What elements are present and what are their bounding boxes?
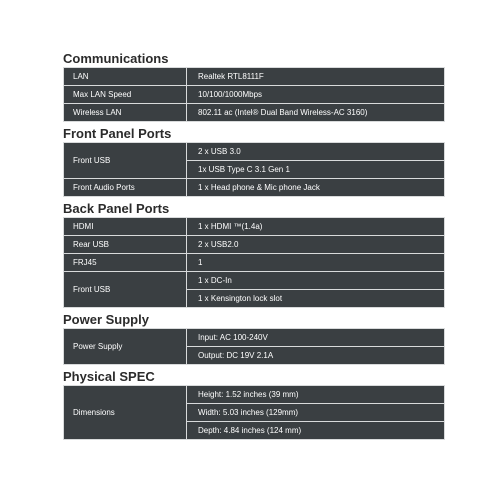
row-label: Rear USB (64, 236, 187, 254)
section-back-panel-ports (63, 201, 445, 308)
spec-table (63, 328, 445, 365)
section-title: Front Panel Ports (63, 126, 172, 141)
row-value: 2 x USB2.0 (187, 236, 445, 254)
section-title: Power Supply (63, 312, 149, 327)
table-row (64, 218, 445, 236)
row-label: Wireless LAN (64, 104, 187, 122)
table-row (64, 104, 445, 122)
row-value: Realtek RTL8111F (187, 68, 445, 86)
section-title: Back Panel Ports (63, 201, 170, 216)
table-row (64, 236, 445, 254)
table-row (64, 179, 445, 197)
table-row (64, 272, 445, 290)
spec-table (63, 385, 445, 440)
row-value: Input: AC 100-240V (187, 329, 445, 347)
row-value: Depth: 4.84 inches (124 mm) (187, 422, 445, 440)
row-value: Width: 5.03 inches (129mm) (187, 404, 445, 422)
table-row (64, 254, 445, 272)
row-value: 1 x Kensington lock slot (187, 290, 445, 308)
row-label: Max LAN Speed (64, 86, 187, 104)
row-value: 802.11 ac (Intel® Dual Band Wireless-AC 3160) (187, 104, 445, 122)
row-label: Front USB (64, 272, 187, 308)
section-communications (63, 51, 445, 122)
row-label: Dimensions (64, 386, 187, 440)
row-label: LAN (64, 68, 187, 86)
table-row (64, 86, 445, 104)
row-value: 1 (187, 254, 445, 272)
table-row (64, 143, 445, 161)
section-power-supply (63, 312, 445, 365)
row-value: 10/100/1000Mbps (187, 86, 445, 104)
section-title: Physical SPEC (63, 369, 155, 384)
row-label: Power Supply (64, 329, 187, 365)
section-physical-spec (63, 369, 445, 440)
row-value: 1 x HDMI ™(1.4a) (187, 218, 445, 236)
spec-sheet (63, 51, 445, 440)
row-label: FRJ45 (64, 254, 187, 272)
row-value: 2 x USB 3.0 (187, 143, 445, 161)
spec-table (63, 67, 445, 122)
section-front-panel-ports (63, 126, 445, 197)
row-value: 1x USB Type C 3.1 Gen 1 (187, 161, 445, 179)
table-row (64, 386, 445, 404)
table-row (64, 68, 445, 86)
spec-table (63, 142, 445, 197)
row-label: Front USB (64, 143, 187, 179)
row-value: Output: DC 19V 2.1A (187, 347, 445, 365)
spec-table (63, 217, 445, 308)
row-label: Front Audio Ports (64, 179, 187, 197)
row-value: 1 x DC-In (187, 272, 445, 290)
row-value: 1 x Head phone & Mic phone Jack (187, 179, 445, 197)
section-title: Communications (63, 51, 169, 66)
table-row (64, 329, 445, 347)
row-label: HDMI (64, 218, 187, 236)
row-value: Height: 1.52 inches (39 mm) (187, 386, 445, 404)
